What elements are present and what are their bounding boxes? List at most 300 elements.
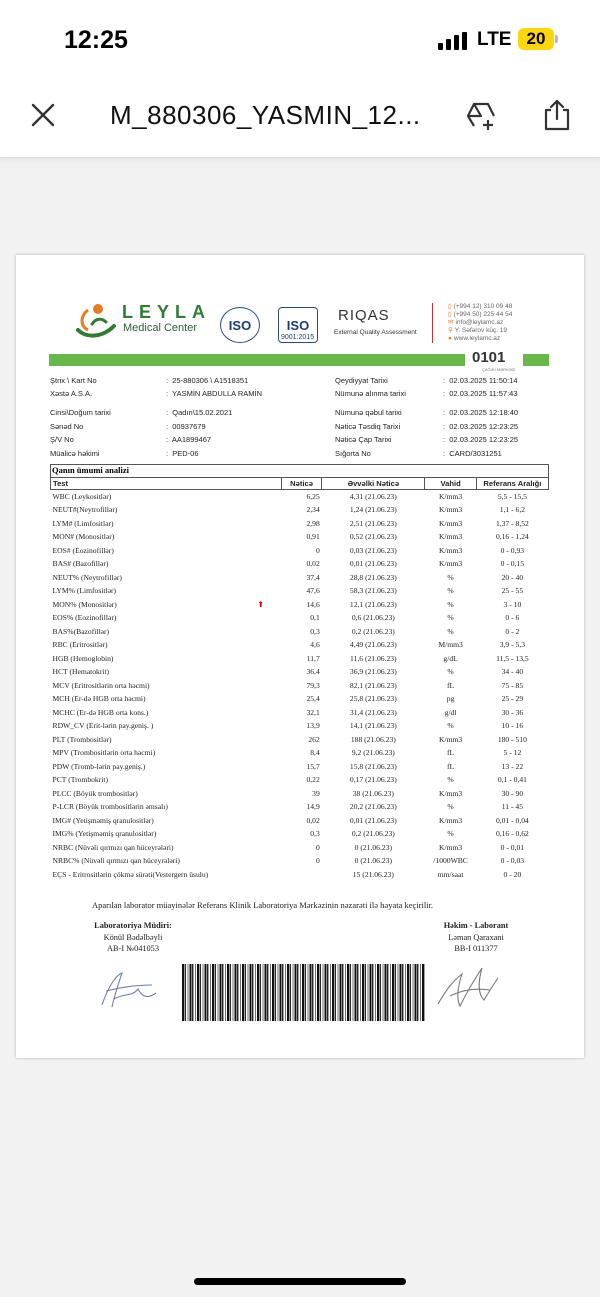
abnormal-flag-icon xyxy=(240,625,281,639)
cell-unit: K/mm3 xyxy=(438,545,463,555)
cell-reference: 75 - 85 xyxy=(501,680,524,690)
cell-previous: 58,3 (21.06.23) xyxy=(349,586,397,596)
cell-test: EÇS - Eritrositlərin çökmə sürəti(Vestergern üsulu) xyxy=(52,869,209,879)
cell-test: NEUT% (Neytrofillər) xyxy=(52,572,122,582)
table-row xyxy=(51,503,549,517)
table-row xyxy=(51,868,549,882)
cell-result: 262 xyxy=(308,734,320,744)
col-result: Nəticə xyxy=(281,478,321,490)
cell-unit: % xyxy=(447,599,454,609)
col-unit: Vahid xyxy=(425,478,476,490)
cell-test: MON# (Monositlər) xyxy=(52,532,115,542)
cell-previous: 9,2 (21.06.23) xyxy=(351,748,395,758)
abnormal-flag-icon xyxy=(240,530,281,544)
abnormal-flag-icon xyxy=(240,814,281,828)
call-center-code: 0101 xyxy=(472,349,506,366)
barcode-bar xyxy=(383,964,384,1021)
barcode-bar xyxy=(287,964,289,1021)
info-value: : PED-06 xyxy=(166,449,199,458)
cell-test: HCT (Hematokrit) xyxy=(52,667,110,677)
table-row xyxy=(51,841,549,855)
barcode-bar xyxy=(312,964,313,1021)
cell-previous: 38 (21.06.23) xyxy=(352,788,394,798)
barcode-bar xyxy=(357,964,358,1021)
cell-unit: K/mm3 xyxy=(438,815,463,825)
iso-seal-2: ISO xyxy=(278,307,318,343)
close-icon[interactable] xyxy=(30,102,56,128)
cell-previous: 0,01 (21.06.23) xyxy=(349,559,397,569)
cell-previous: 0,01 (21.06.23) xyxy=(349,815,397,825)
cell-previous: 36,9 (21.06.23) xyxy=(349,667,397,677)
cell-reference: 0,1 - 0,41 xyxy=(497,775,527,785)
riqas-sub: External Quality Assessment xyxy=(334,329,417,336)
cell-previous: 4,31 (21.06.23) xyxy=(349,492,397,501)
barcode-bar xyxy=(285,964,286,1021)
cell-reference: 30 - 90 xyxy=(501,788,524,798)
leyla-hand-icon xyxy=(74,300,118,340)
signature-right xyxy=(432,960,506,1012)
nav-bar xyxy=(0,80,600,158)
info-label: Qeydiyyat Tarixi xyxy=(335,376,388,385)
barcode-bar xyxy=(218,964,219,1021)
leyla-logo xyxy=(74,300,212,340)
barcode-bar xyxy=(215,964,216,1021)
table-row xyxy=(51,530,549,544)
cell-test: MCV (Eritrositlərin orta həcmi) xyxy=(52,680,150,690)
barcode-bar xyxy=(402,964,403,1021)
barcode-bar xyxy=(190,964,192,1021)
barcode-bar xyxy=(188,964,189,1021)
table-row xyxy=(51,679,549,693)
cell-reference: 180 - 510 xyxy=(497,734,527,744)
cell-reference: 0 - 0,15 xyxy=(500,559,525,569)
cell-test: P-LCR (Böyük trombositlərin əmsalı) xyxy=(52,802,168,812)
cell-previous: 0,2 (21.06.23) xyxy=(351,626,395,636)
barcode-bar xyxy=(185,964,186,1021)
barcode xyxy=(182,964,425,1021)
cell-unit: % xyxy=(447,572,454,582)
cell-previous: 28,8 (21.06.23) xyxy=(349,572,397,582)
riqas-logo: RIQAS xyxy=(338,307,390,324)
info-value: : 02.03.2025 12:18:40 xyxy=(443,408,519,417)
barcode-bar xyxy=(308,964,309,1021)
table-row xyxy=(51,665,549,679)
abnormal-flag-icon xyxy=(240,800,281,814)
abnormal-flag-icon xyxy=(240,746,281,760)
cell-unit: K/mm3 xyxy=(438,788,463,798)
barcode-bar xyxy=(372,964,373,1021)
barcode-bar xyxy=(417,964,418,1021)
info-value: : 00937679 xyxy=(166,422,206,431)
cell-result: 2,98 xyxy=(306,518,320,528)
cell-result xyxy=(281,868,321,882)
contacts: ▯ (+994 12) 310 09 48 ▯ (+994 50) 225 44 54 ✉ info@leylamc.az ⚲ Y. Səfərov küç. 19 ● www.leylamc.az xyxy=(448,303,513,342)
info-label: Ştrix \ Kart No xyxy=(50,376,97,385)
cell-test: WBC (Leykositlər) xyxy=(52,492,112,501)
table-row xyxy=(51,611,549,625)
cell-unit: % xyxy=(447,721,454,731)
barcode-bar xyxy=(293,964,294,1021)
barcode-bar xyxy=(257,964,259,1021)
info-label: Ş/V No xyxy=(50,435,74,444)
cell-result: 0 xyxy=(315,545,320,555)
table-row xyxy=(51,598,549,612)
cell-result: 79,3 xyxy=(306,680,320,690)
info-value: : 02.03.2025 12:23:25 xyxy=(443,422,519,431)
cell-unit: % xyxy=(447,802,454,812)
cell-unit: g/dL xyxy=(443,653,458,663)
table-row xyxy=(51,787,549,801)
table-row xyxy=(51,544,549,558)
cell-reference: 0 - 2 xyxy=(505,626,520,636)
abnormal-flag-icon xyxy=(240,638,281,652)
barcode-bar xyxy=(355,964,357,1021)
table-row xyxy=(51,638,549,652)
section-title: Qanın ümumi analizi xyxy=(52,465,129,475)
cell-previous: 12,1 (21.06.23) xyxy=(349,599,397,609)
cell-test: PCT (Trombokrit) xyxy=(52,775,108,785)
iso-standard: 9001:2015 xyxy=(281,334,315,341)
cell-result: 32,1 xyxy=(306,707,320,717)
cell-reference: 1,1 - 6,2 xyxy=(499,505,526,515)
cell-reference: 5 - 12 xyxy=(503,748,522,758)
barcode-bar xyxy=(320,964,321,1021)
home-indicator[interactable] xyxy=(194,1278,406,1285)
cell-test: IMG# (Yetişməmiş qranulositlər) xyxy=(52,815,154,825)
info-value: : Qadın\15.02.2021 xyxy=(166,408,233,417)
table-row xyxy=(51,773,549,787)
cell-previous: 20,2 (21.06.23) xyxy=(349,802,397,812)
abnormal-flag-icon xyxy=(240,665,281,679)
cell-previous: 14,1 (21.06.23) xyxy=(349,721,397,731)
cell-unit: K/mm3 xyxy=(438,505,463,515)
cell-unit: mm/saat xyxy=(437,869,464,879)
cell-result: 37,4 xyxy=(306,572,320,582)
table-row xyxy=(51,652,549,666)
cell-previous: 2,51 (21.06.23) xyxy=(349,518,397,528)
info-label: Sığorta No xyxy=(335,449,371,458)
cell-result: 13,9 xyxy=(306,721,320,731)
barcode-bar xyxy=(240,964,241,1021)
cell-reference: 0 - 0,03 xyxy=(500,856,525,866)
lab-director: Laboratoriya Müdiri: Könül Bədəlbəyli AB-I №041053 xyxy=(94,921,172,953)
cell-previous: 15 (21.06.23) xyxy=(352,869,394,879)
barcode-bar xyxy=(400,964,402,1021)
markup-icon[interactable] xyxy=(464,98,498,132)
document-title: M_880306_YASMIN_12... xyxy=(110,100,421,130)
barcode-bar xyxy=(405,964,406,1021)
abnormal-flag-icon xyxy=(240,517,281,531)
table-row xyxy=(51,854,549,868)
cell-test: EOS# (Eozinofillər) xyxy=(52,545,114,555)
info-label: Sənəd No xyxy=(50,422,84,431)
cell-unit: pg xyxy=(446,694,455,704)
cell-result: 2,34 xyxy=(306,505,320,515)
barcode-bar xyxy=(377,964,379,1021)
barcode-bar xyxy=(345,964,346,1021)
abnormal-flag-icon: ⬆ xyxy=(257,599,265,609)
cell-unit: K/mm3 xyxy=(438,492,463,501)
barcode-bar xyxy=(380,964,381,1021)
cell-test: NRBC (Nüvəli qırmızı qan hüceyrələri) xyxy=(52,842,174,852)
barcode-bar xyxy=(225,964,226,1021)
header-divider xyxy=(432,303,433,343)
barcode-bar xyxy=(360,964,361,1021)
abnormal-flag-icon xyxy=(240,733,281,747)
cell-unit: % xyxy=(447,586,454,596)
cell-result: 39 xyxy=(312,788,320,798)
abnormal-flag-icon xyxy=(240,652,281,666)
cell-unit: g/dl xyxy=(444,707,457,717)
table-row xyxy=(51,584,549,598)
cell-result: 14,9 xyxy=(306,802,320,812)
barcode-bar xyxy=(263,964,264,1021)
barcode-bar xyxy=(300,964,301,1021)
cell-reference: 0 - 0,93 xyxy=(500,545,525,555)
network-label: LTE xyxy=(477,29,512,50)
table-row xyxy=(51,692,549,706)
cell-result: 11,7 xyxy=(306,653,320,663)
info-value: : YASMİN ABDULLA RAMİN xyxy=(166,389,263,398)
cell-previous: 25,8 (21.06.23) xyxy=(349,694,397,704)
table-row xyxy=(51,746,549,760)
table-row xyxy=(51,517,549,531)
barcode-bar xyxy=(197,964,199,1021)
barcode-bar xyxy=(237,964,238,1021)
barcode-bar xyxy=(350,964,351,1021)
cell-result: 14,6 xyxy=(306,599,320,609)
cell-result: 47,6 xyxy=(306,586,320,596)
col-reference: Referans Aralığı xyxy=(476,478,548,490)
barcode-bar xyxy=(200,964,201,1021)
barcode-bar xyxy=(317,964,319,1021)
cell-previous: 188 (21.06.23) xyxy=(350,734,396,744)
table-row xyxy=(51,557,549,571)
barcode-bar xyxy=(387,964,388,1021)
cell-unit: % xyxy=(447,829,454,839)
cell-test: NRBC% (Nüvəli qırmızı qan hüceyrələri) xyxy=(52,856,180,866)
cell-test: MCH (Er-də HGB orta həcmi) xyxy=(52,694,146,704)
cell-result: 36,4 xyxy=(306,667,320,677)
cell-previous: 0,52 (21.06.23) xyxy=(349,532,397,542)
abnormal-flag-icon xyxy=(240,827,281,841)
cell-result: 0,3 xyxy=(310,626,320,636)
cell-reference: 0,16 - 1,24 xyxy=(495,532,529,542)
info-value: : 25-880306 \ A1518351 xyxy=(166,376,249,385)
cell-test: LYM# (Limfositlər) xyxy=(52,518,114,528)
info-label: Nəticə Çap Tarixi xyxy=(335,435,392,444)
cell-result: 0,22 xyxy=(306,775,320,785)
table-row xyxy=(51,827,549,841)
signal-icon xyxy=(438,32,468,50)
battery-cap xyxy=(555,35,558,43)
cell-reference: 10 - 16 xyxy=(501,721,524,731)
cell-unit: K/mm3 xyxy=(438,518,463,528)
cell-test: MON% (Monositlər) xyxy=(52,599,117,609)
barcode-bar xyxy=(260,964,261,1021)
footer-note: Aparılan laborator müayinələr Referans Klinik Laboratoriya Mərkəzinin nəzarəti ilə həyata keçirilir. xyxy=(92,900,434,910)
cell-unit: K/mm3 xyxy=(438,559,463,569)
barcode-bar xyxy=(327,964,328,1021)
abnormal-flag-icon xyxy=(240,841,281,855)
barcode-bar xyxy=(365,964,366,1021)
cell-result: 6,25 xyxy=(306,492,320,501)
share-icon[interactable] xyxy=(540,98,574,132)
barcode-bar xyxy=(332,964,334,1021)
cell-test: PDW (Tromb-lərin pay.geniş.) xyxy=(52,761,146,771)
info-value: : 02.03.2025 11:50:14 xyxy=(443,376,518,385)
cell-reference: 5,5 - 15,5 xyxy=(497,492,527,501)
call-center-label: ÇAĞIRI MƏRKƏZİ xyxy=(482,367,516,372)
barcode-bar xyxy=(227,964,229,1021)
battery-icon: 20 xyxy=(518,28,554,50)
lab-doctor: Həkim - Laborant Ləman Qaraxani BB-I 011377 xyxy=(443,921,509,953)
info-label: Müalicə həkimi xyxy=(50,449,100,458)
barcode-bar xyxy=(282,964,283,1021)
barcode-bar xyxy=(362,964,364,1021)
barcode-bar xyxy=(407,964,409,1021)
cell-result: 0,91 xyxy=(306,532,320,542)
status-time: 12:25 xyxy=(64,26,128,54)
table-row xyxy=(51,800,549,814)
barcode-bar xyxy=(212,964,214,1021)
cell-test: RBC (Eritrositlər) xyxy=(52,640,108,650)
results-table xyxy=(50,477,549,881)
col-previous: Əvvəlki Nəticə xyxy=(322,478,425,490)
barcode-bar xyxy=(275,964,276,1021)
brand-name: LEYLA xyxy=(122,302,212,322)
abnormal-flag-icon xyxy=(240,854,281,868)
cell-unit: % xyxy=(447,613,454,623)
info-label: Nəticə Təsdiq Tarixi xyxy=(335,422,401,431)
table-row xyxy=(51,719,549,733)
info-value: : AA1899467 xyxy=(166,435,212,444)
iso-seal-1: ISO xyxy=(220,307,260,343)
cell-result: 4,6 xyxy=(310,640,320,650)
barcode-bar xyxy=(280,964,282,1021)
info-value: : CARD/3031251 xyxy=(443,449,502,458)
info-value: : 02.03.2025 12:23:25 xyxy=(443,435,519,444)
cell-test: NEUT#(Neytrofillər) xyxy=(52,505,118,515)
cell-reference: 0,16 - 0,62 xyxy=(495,829,529,839)
cell-test: MCHC (Er-də HGB orta kons.) xyxy=(52,707,149,717)
col-test: Test xyxy=(51,478,282,490)
barcode-bar xyxy=(297,964,298,1021)
abnormal-flag-icon xyxy=(240,719,281,733)
cell-previous: 0,17 (21.06.23) xyxy=(349,775,397,785)
barcode-bar xyxy=(420,964,421,1021)
cell-test: EOS% (Eozinofillər) xyxy=(52,613,117,623)
barcode-bar xyxy=(250,964,252,1021)
barcode-bar xyxy=(272,964,274,1021)
barcode-bar xyxy=(413,964,414,1021)
barcode-bar xyxy=(305,964,306,1021)
abnormal-flag-icon xyxy=(240,557,281,571)
cell-unit: % xyxy=(447,775,454,785)
abnormal-flag-icon xyxy=(240,584,281,598)
table-row xyxy=(51,733,549,747)
abnormal-flag-icon xyxy=(240,706,281,720)
barcode-bar xyxy=(325,964,327,1021)
barcode-bar xyxy=(290,964,291,1021)
cell-previous: 1,24 (21.06.23) xyxy=(349,505,397,515)
cell-reference: 11,5 - 13,5 xyxy=(496,653,529,663)
cell-result: 0,1 xyxy=(310,613,320,623)
barcode-bar xyxy=(230,964,231,1021)
barcode-bar xyxy=(265,964,267,1021)
barcode-bar xyxy=(338,964,339,1021)
barcode-bar xyxy=(395,964,396,1021)
cell-unit: fL xyxy=(447,680,455,690)
cell-unit: K/mm3 xyxy=(438,734,463,744)
abnormal-flag-icon xyxy=(240,760,281,774)
cell-reference: 0 - 0,01 xyxy=(500,842,525,852)
barcode-bar xyxy=(347,964,349,1021)
barcode-bar xyxy=(205,964,207,1021)
barcode-bar xyxy=(267,964,268,1021)
cell-unit: M/mm3 xyxy=(438,640,463,650)
barcode-bar xyxy=(182,964,184,1021)
cell-reference: 3 - 10 xyxy=(503,599,522,609)
table-header-row xyxy=(51,478,549,490)
barcode-bar xyxy=(315,964,316,1021)
cell-reference: 0,01 - 0,04 xyxy=(495,815,529,825)
cell-reference: 25 - 55 xyxy=(501,586,524,596)
cell-previous: 0,2 (21.06.23) xyxy=(351,829,395,839)
cell-reference: 13 - 22 xyxy=(501,761,524,771)
abnormal-flag-icon xyxy=(240,490,281,504)
info-label: Nümunə qəbul tarixi xyxy=(335,408,402,417)
barcode-bar xyxy=(390,964,391,1021)
abnormal-flag-icon xyxy=(240,571,281,585)
abnormal-flag-icon xyxy=(240,787,281,801)
barcode-bar xyxy=(242,964,244,1021)
abnormal-flag-icon xyxy=(240,692,281,706)
cell-previous: 82,1 (21.06.23) xyxy=(349,680,397,690)
abnormal-flag-icon xyxy=(240,611,281,625)
barcode-bar xyxy=(335,964,336,1021)
cell-unit: % xyxy=(447,667,454,677)
cell-reference: 20 - 40 xyxy=(501,572,524,582)
cell-test: PLCC (Böyük trombositlər) xyxy=(52,788,138,798)
cell-result: 0,02 xyxy=(306,815,320,825)
cell-result: 8,4 xyxy=(310,748,320,758)
cell-previous: 0 (21.06.23) xyxy=(354,842,392,852)
document-page[interactable] xyxy=(16,255,584,1058)
barcode-bar xyxy=(255,964,256,1021)
barcode-bar xyxy=(278,964,279,1021)
signature-left xyxy=(92,967,166,1011)
barcode-bar xyxy=(295,964,297,1021)
cell-unit: K/mm3 xyxy=(438,842,463,852)
barcode-bar xyxy=(385,964,387,1021)
barcode-bar xyxy=(192,964,193,1021)
barcode-bar xyxy=(245,964,246,1021)
barcode-bar xyxy=(410,964,411,1021)
barcode-bar xyxy=(342,964,343,1021)
table-row xyxy=(51,814,549,828)
barcode-bar xyxy=(235,964,237,1021)
cell-test: PLT (Trombositlər) xyxy=(52,734,112,744)
cell-result: 0,3 xyxy=(310,829,320,839)
cell-previous: 31,4 (21.06.23) xyxy=(349,707,397,717)
abnormal-flag-icon xyxy=(240,544,281,558)
table-row xyxy=(51,571,549,585)
barcode-bar xyxy=(368,964,369,1021)
info-value: : 02.03.2025 11:57:43 xyxy=(443,389,518,398)
cell-reference: 0 - 6 xyxy=(505,613,520,623)
cell-test: BAS# (Bazofillər) xyxy=(52,559,109,569)
